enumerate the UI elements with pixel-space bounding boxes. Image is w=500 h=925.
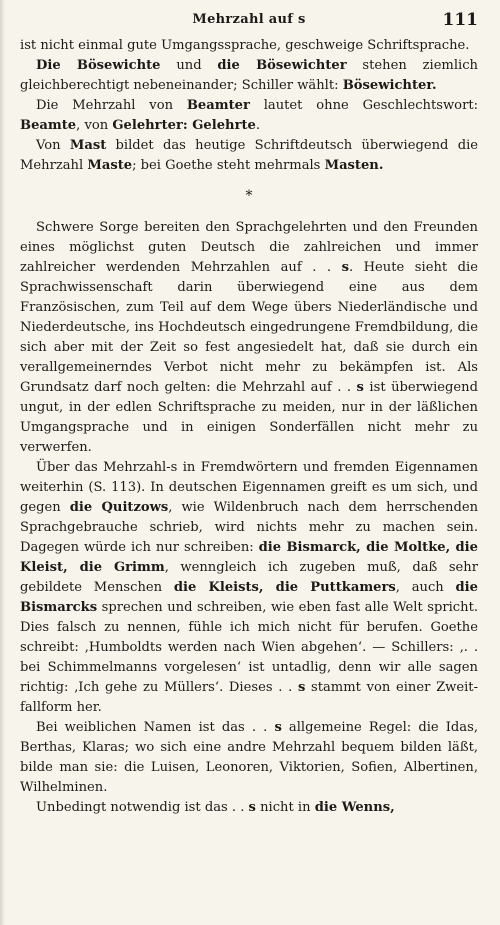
text-run: Über das Mehrzahl-s in Fremdwörtern und fremden Eigennamen weiterhin (S. 113). In deutschen Eigennamen greift es um sich, und gegen xyxy=(20,460,478,515)
paragraph xyxy=(20,218,478,458)
bold-term: die Kleists, die Puttkamers xyxy=(173,580,396,595)
text-run: Bei weiblichen Namen ist das . . xyxy=(36,720,275,735)
bold-term: Beamte xyxy=(20,118,77,133)
text-run: , von xyxy=(76,118,113,133)
paragraph xyxy=(20,458,478,718)
text-run: Die Mehrzahl von xyxy=(36,98,187,113)
text-run: stehen ziemlich gleichberechtigt nebeneinander; Schiller wählt: xyxy=(20,58,478,93)
bold-term: s xyxy=(274,720,282,735)
page-binding-shadow xyxy=(0,0,5,925)
bold-term: die Wenns, xyxy=(314,800,395,815)
text-run: ist überwiegend ungut, in der edlen Schriftsprache zu meiden, nur in der läßlichen Umgangsprache und in einigen Sonderfällen nicht mehr zu verwerfen. xyxy=(20,380,478,455)
section-separator: * xyxy=(245,188,253,204)
bold-term: die Quitzows xyxy=(69,500,169,515)
bold-term: Mast xyxy=(69,138,107,153)
text-run: , auch xyxy=(395,580,456,595)
body-text xyxy=(20,36,478,818)
text-run: lautet ohne Geschlechtswort: xyxy=(249,98,478,113)
text-run: bildet das heutige Schriftdeutsch überwiegend die Mehrzahl xyxy=(20,138,479,173)
text-run: nicht in xyxy=(255,800,315,815)
bold-term: s xyxy=(297,680,306,695)
text-run: Von xyxy=(36,138,70,153)
bold-term: die Bismarcks xyxy=(20,580,478,615)
paragraph xyxy=(20,36,478,56)
text-run: stammt von einer Zweitfallform her. xyxy=(20,680,479,715)
page-number: 111 xyxy=(442,10,478,30)
bold-term: Masten. xyxy=(324,158,384,173)
bold-term: Beamter xyxy=(186,98,250,113)
text-run: Schwere Sorge bereiten den Sprachgelehrten und den Freunden eines möglichst guten Deutsch die zahlreichen und immer zahlreicher werdenden Mehrzahlen auf . . xyxy=(20,220,478,275)
bold-term: Bösewichter. xyxy=(342,78,437,93)
bold-term: Maste xyxy=(87,158,133,173)
text-run: ist nicht einmal gute Umgangssprache, geschweige Schriftsprache. xyxy=(20,38,470,53)
paragraph xyxy=(20,96,478,136)
bold-term: Die Bösewichte xyxy=(36,58,161,73)
bold-term: Gelehrter: Gelehrte xyxy=(112,118,256,133)
paragraph xyxy=(20,798,478,818)
text-run: , wie Wildenbruch nach dem herrschenden Sprachgebrauche schrieb, wird nichts mehr zu machen sein. Dagegen würde ich nur schreiben: xyxy=(20,500,479,555)
paragraph xyxy=(20,56,478,96)
paragraph xyxy=(20,136,478,176)
text-run: sprechen und schreiben, wie eben fast alle Welt spricht. Dies falsch zu nennen, fühle ich mich nicht für berufen. Goethe schreibt: ‚Humboldts werden nach Wien abgehen‘. — Schillers: ‚. . bei Schimmelmanns vorgelesen‘ ist untadlig, denn wir alle sagen richtig: ‚Ich gehe zu Müllers‘. Dieses . . xyxy=(20,600,478,695)
text-run: und xyxy=(160,58,218,73)
bold-term: s xyxy=(341,260,349,275)
text-run: allgemeine Regel: die Idas, Berthas, Klaras; wo sich eine andre Mehrzahl bequem bilden läßt, bilde man sie: die Luisen, Leonoren, Viktorien, Sofien, Albertinen, Wilhelminen. xyxy=(20,720,478,795)
text-run: ; bei Goethe steht mehrmals xyxy=(132,158,325,173)
text-run: . Heute sieht die Sprachwissenschaft darin überwiegend eine aus dem Französischen, zum Teil auf dem Wege übers Niederländische und Niederdeutsche, ins Hochdeutsch eingedrungene Fremdbildung, die sich aber mit der Zeit so fest angesiedelt hat, daß sie durch ein verallgemeinerndes Verbot nicht mehr zu bekämpfen ist. Als Grundsatz darf noch gelten: die Mehrzahl auf . . xyxy=(20,260,478,395)
text-run: , wenngleich ich zugeben muß, daß sehr gebildete Menschen xyxy=(20,560,478,595)
text-run: Unbedingt notwendig ist das . . xyxy=(36,800,249,815)
page-header xyxy=(20,8,478,36)
bold-term: s xyxy=(248,800,256,815)
text-run: . xyxy=(255,118,261,133)
running-head: Mehrzahl auf s xyxy=(192,12,306,27)
bold-term: die Bismarck, die Moltke, die Kleist, die Grimm xyxy=(20,540,478,575)
bold-term: die Bösewichter xyxy=(217,58,347,73)
bold-term: s xyxy=(356,380,364,395)
paragraph xyxy=(20,718,478,798)
